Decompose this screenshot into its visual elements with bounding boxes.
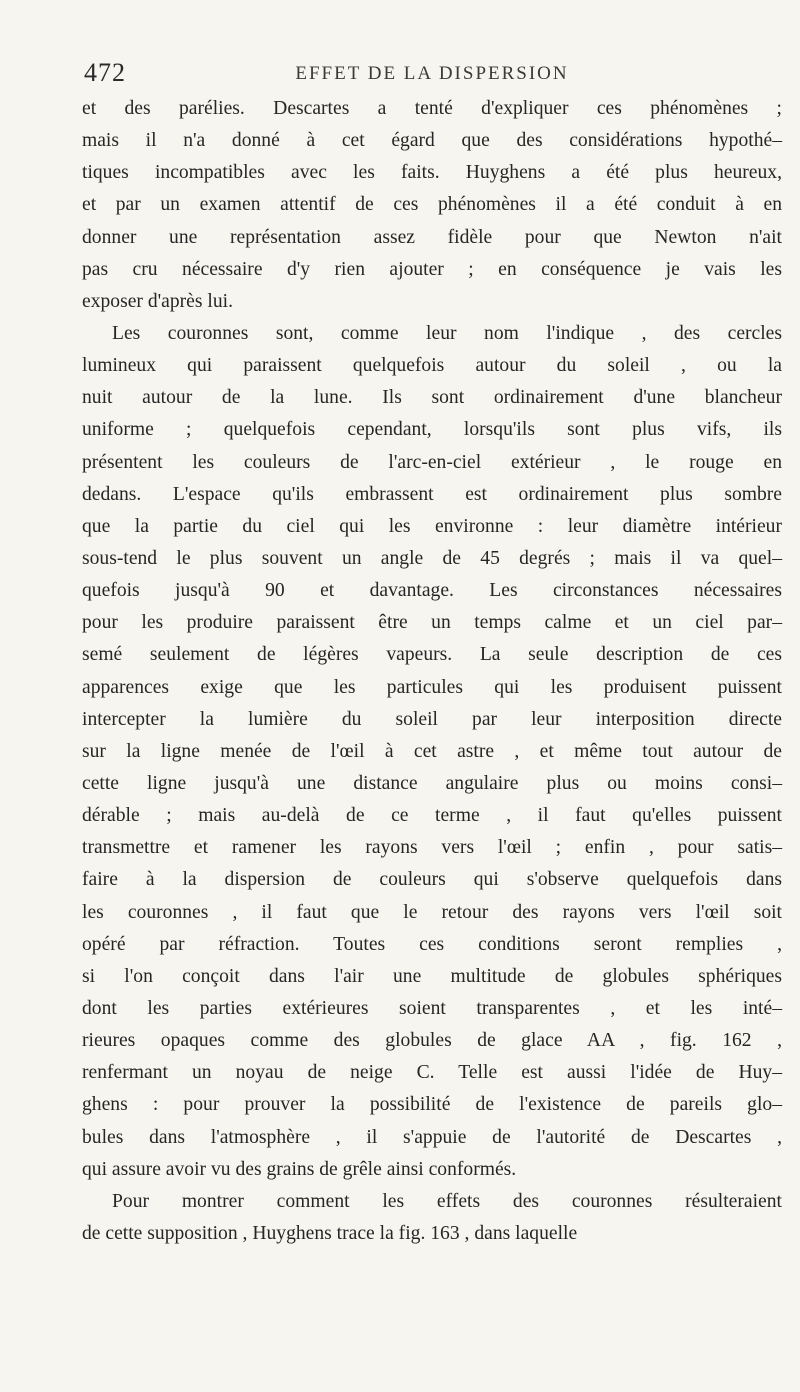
text-line: présentent les couleurs de l'arc-en-ciel extérieur , le rouge en (82, 451, 782, 473)
text-line: faire à la dispersion de couleurs qui s'observe quelquefois dans (82, 869, 782, 891)
page-number: 472 (84, 58, 126, 87)
text-line: quefois jusqu'à 90 et davantage. Les circonstances nécessaires (82, 580, 782, 602)
text-line: opéré par réfraction. Toutes ces conditions seront remplies , (82, 933, 782, 955)
text-line: rieures opaques comme des globules de glace AA , fig. 162 , (82, 1030, 782, 1052)
text-line: nuit autour de la lune. Ils sont ordinairement d'une blancheur (82, 387, 782, 409)
text-line: sur la ligne menée de l'œil à cet astre , et même tout autour de (82, 740, 782, 762)
text-line: ghens : pour prouver la possibilité de l'existence de pareils glo– (82, 1094, 782, 1116)
text-line: apparences exige que les particules qui les produisent puissent (82, 676, 782, 698)
text-line: intercepter la lumière du soleil par leur interposition directe (82, 708, 782, 730)
text-line: sous-tend le plus souvent un angle de 45 degrés ; mais il va quel– (82, 547, 782, 569)
text-line: qui assure avoir vu des grains de grêle ainsi conformés. (82, 1158, 517, 1180)
text-line: Les couronnes sont, comme leur nom l'indique , des cercles (112, 322, 782, 344)
text-line: cette ligne jusqu'à une distance angulaire plus ou moins consi– (82, 772, 782, 794)
text-line: que la partie du ciel qui les environne : leur diamètre intérieur (82, 515, 782, 537)
text-line: transmettre et ramener les rayons vers l'œil ; enfin , pour satis– (82, 837, 782, 859)
running-head (84, 58, 780, 94)
text-line: de cette supposition , Huyghens trace la fig. 163 , dans laquelle (82, 1222, 578, 1244)
text-line: lumineux qui paraissent quelquefois autour du soleil , ou la (82, 355, 782, 377)
running-title: EFFET DE LA DISPERSION (295, 63, 569, 84)
text-line: bules dans l'atmosphère , il s'appuie de l'autorité de Descartes , (82, 1126, 782, 1148)
text-line: tiques incompatibles avec les faits. Huyghens a été plus heureux, (82, 162, 782, 184)
text-line: pas cru nécessaire d'y rien ajouter ; en conséquence je vais les (82, 258, 782, 280)
body-text (82, 93, 782, 1250)
text-line: dérable ; mais au-delà de ce terme , il faut qu'elles puissent (82, 805, 782, 827)
text-line: pour les produire paraissent être un temps calme et un ciel par– (82, 612, 782, 634)
text-line: dedans. L'espace qu'ils embrassent est ordinairement plus sombre (82, 483, 782, 505)
text-line: uniforme ; quelquefois cependant, lorsqu'ils sont plus vifs, ils (82, 419, 782, 441)
text-line: exposer d'après lui. (82, 290, 233, 312)
text-line: les couronnes , il faut que le retour des rayons vers l'œil soit (82, 901, 782, 923)
text-line: et des parélies. Descartes a tenté d'expliquer ces phénomènes ; (82, 98, 782, 119)
text-line: semé seulement de légères vapeurs. La seule description de ces (82, 644, 782, 666)
text-line: donner une représentation assez fidèle pour que Newton n'ait (82, 226, 782, 248)
text-line: Pour montrer comment les effets des couronnes résulteraient (112, 1190, 782, 1212)
text-line: si l'on conçoit dans l'air une multitude de globules sphériques (82, 965, 782, 987)
text-line: dont les parties extérieures soient transparentes , et les inté– (82, 997, 782, 1019)
text-line: et par un examen attentif de ces phénomènes il a été conduit à en (82, 194, 782, 216)
text-line: renfermant un noyau de neige C. Telle est aussi l'idée de Huy– (82, 1062, 782, 1084)
text-line: mais il n'a donné à cet égard que des considérations hypothé– (82, 130, 782, 152)
